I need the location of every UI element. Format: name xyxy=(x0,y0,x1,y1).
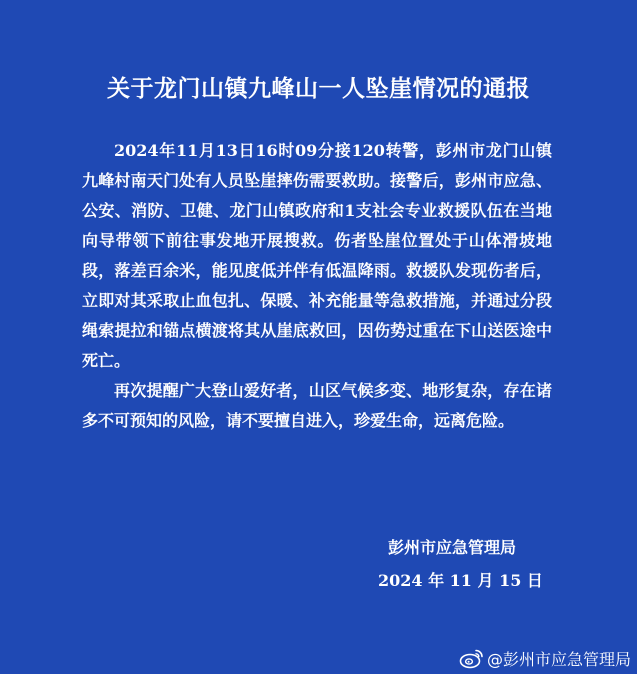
notice-paragraph-2: 再次提醒广大登山爱好者，山区气候多变、地形复杂，存在诸多不可预知的风险，请不要擅自进入，珍爱生命，远离危险。 xyxy=(82,381,552,430)
weibo-watermark xyxy=(459,645,631,671)
signature-organization: 彭州市应急管理局 xyxy=(388,538,517,557)
notice-title: 关于龙门山镇九峰山一人坠崖情况的通报 xyxy=(107,75,530,102)
signature-date: 2024 年 11 月 15 日 xyxy=(378,571,543,590)
notice-paragraph-1: 2024年11月13日16时09分接120转警，彭州市龙门山镇九峰村南天门处有人员坠崖摔伤需要救助。接警后，彭州市应急、公安、消防、卫健、龙门山镇政府和1支社会专业救援队伍在当地向导带领下前往事发地开展搜救。伤者坠崖位置处于山体滑坡地段，落差百余米，能见度低并伴有低温降雨。救援队发现伤者后，立即对其采取止血包扎、保暖、补充能量等急救措施，并通过分段绳索提拉和锚点横渡将其从崖底救回，因伤势过重在下山送医途中死亡。 xyxy=(82,141,552,370)
weibo-icon xyxy=(459,647,485,669)
notice-body xyxy=(82,136,552,436)
watermark-text: @彭州市应急管理局 xyxy=(486,649,631,669)
